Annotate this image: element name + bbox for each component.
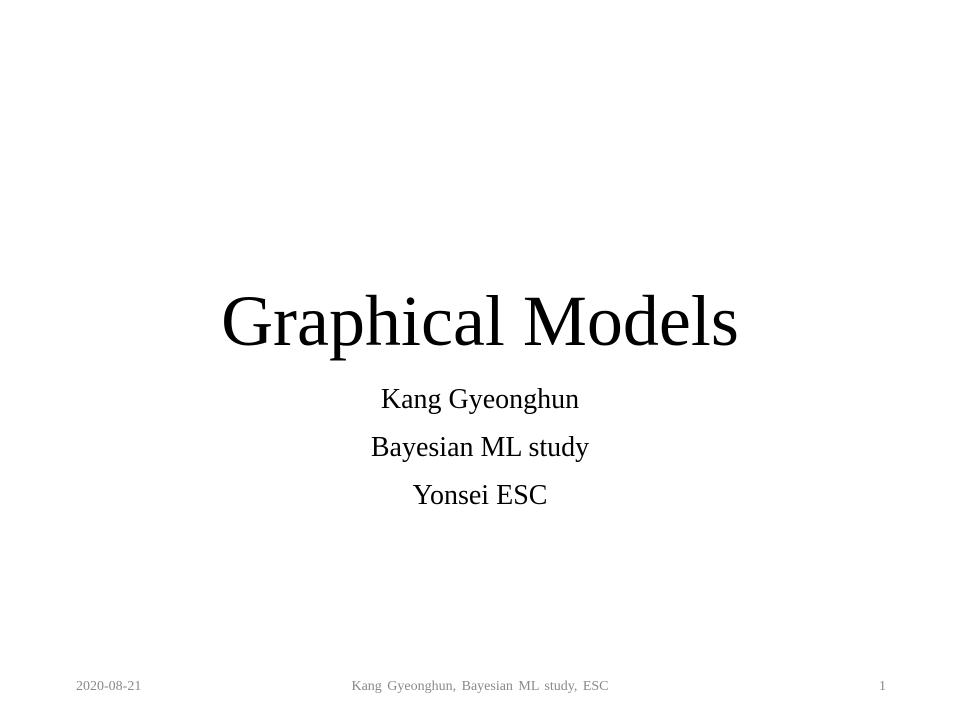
- subtitle-organization: Yonsei ESC: [412, 480, 548, 511]
- subtitle-author: Kang Gyeonghun: [380, 384, 580, 415]
- slide-title: Graphical Models: [221, 281, 739, 361]
- subtitle-study: Bayesian ML study: [370, 432, 590, 463]
- footer-text: Kang Gyeonghun, Bayesian ML study, ESC: [351, 679, 609, 694]
- footer-date: 2020-08-21: [76, 679, 142, 694]
- footer-page-number: 1: [879, 679, 886, 694]
